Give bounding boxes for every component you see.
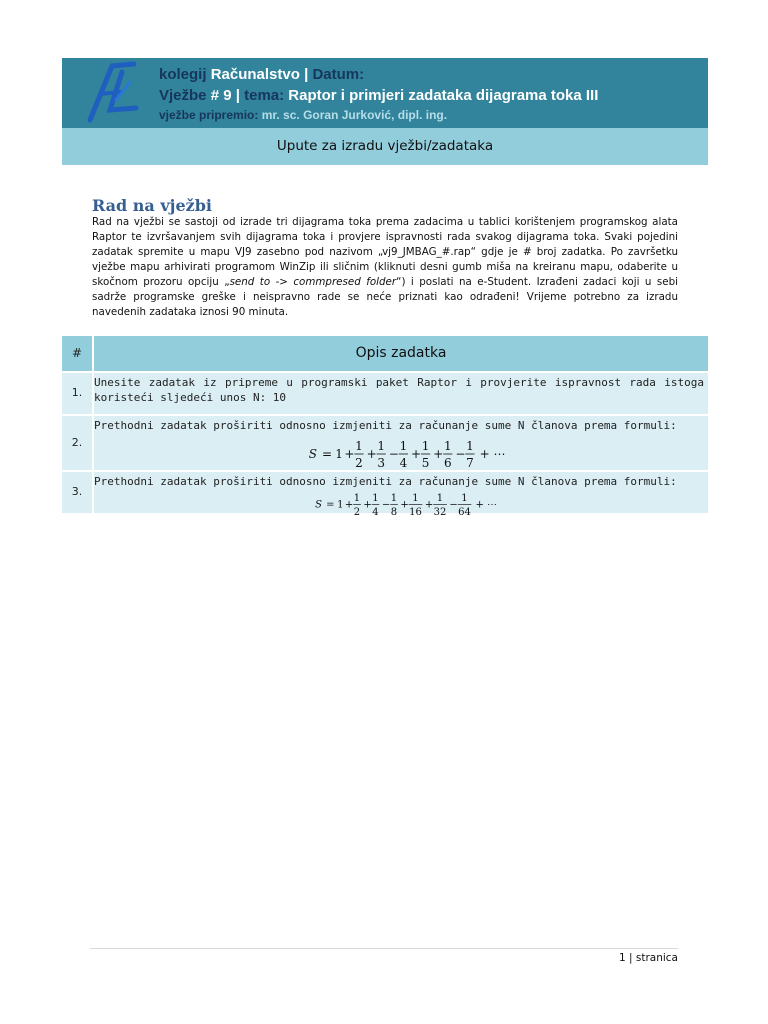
fraction-numerator: 1 bbox=[355, 439, 363, 453]
fraction-denominator: 3 bbox=[377, 456, 386, 468]
row-description: Prethodni zadatak proširiti odnosno izmjeniti za računanje sume N članova prema formuli: bbox=[94, 475, 677, 488]
fraction-numerator: 1 bbox=[377, 439, 386, 453]
formula-lhs: S bbox=[315, 499, 323, 511]
formula-operator: − bbox=[449, 499, 458, 511]
faculty-logo-icon bbox=[76, 60, 140, 124]
course-label: kolegij bbox=[159, 66, 207, 83]
fraction-numerator: 1 bbox=[399, 439, 408, 453]
exercise-number: # 9 bbox=[210, 87, 232, 104]
formula-operator: − bbox=[388, 447, 399, 461]
paragraph-text: “) i poslati na e-Student. Izrađeni zadaci koji u sebi sadrže programske greške i neispravno rade se neće priznati kao odrađeni! Vrijeme potrebno za izradu navedenih zadataka iznosi 90 minuta. bbox=[92, 276, 679, 318]
page-label: stranica bbox=[635, 952, 678, 964]
fraction-denominator: 32 bbox=[433, 507, 447, 516]
document-header bbox=[62, 58, 708, 128]
fraction-denominator: 4 bbox=[372, 507, 379, 516]
paragraph-italic-text: send to -> commpresed folder bbox=[229, 276, 397, 288]
separator: | bbox=[235, 87, 240, 104]
formula-operator: + bbox=[433, 447, 444, 461]
formula-tail: + ⋯ bbox=[475, 499, 498, 511]
formula-equals: = bbox=[326, 499, 335, 511]
formula-operator: − bbox=[381, 499, 391, 511]
table-row bbox=[62, 416, 708, 470]
header-line-topic bbox=[159, 85, 699, 106]
formula-tail: + ⋯ bbox=[479, 447, 506, 461]
section-title: Rad na vježbi bbox=[92, 196, 212, 215]
row-number: 2. bbox=[71, 436, 83, 449]
page-number bbox=[619, 952, 678, 964]
table-row bbox=[62, 373, 708, 414]
fraction-numerator: 1 bbox=[461, 493, 468, 504]
course-name: Računalstvo bbox=[210, 66, 300, 83]
sum-formula bbox=[94, 432, 708, 468]
author-label: vježbe pripremio: bbox=[159, 108, 259, 122]
fraction-denominator: 5 bbox=[421, 456, 430, 468]
formula-equals: = bbox=[322, 447, 333, 461]
sum-formula bbox=[94, 486, 708, 516]
fraction-numerator: 1 bbox=[443, 439, 452, 453]
section-paragraph bbox=[92, 215, 678, 320]
formula-first-term: 1 bbox=[337, 499, 344, 511]
fraction-denominator: 16 bbox=[409, 507, 422, 516]
row-number: 3. bbox=[71, 485, 83, 498]
page-number-value: 1 bbox=[618, 952, 626, 964]
fraction-numerator: 1 bbox=[466, 439, 474, 453]
fraction-numerator: 1 bbox=[412, 493, 419, 504]
fraction-numerator: 1 bbox=[390, 493, 398, 504]
separator: | bbox=[304, 66, 309, 83]
formula-operator: + bbox=[344, 447, 355, 461]
header-line-course bbox=[159, 64, 699, 85]
fraction-numerator: 1 bbox=[421, 439, 430, 453]
header-cell-description: Opis zadatka bbox=[355, 345, 447, 361]
fraction-denominator: 8 bbox=[390, 507, 398, 516]
fraction-denominator: 2 bbox=[353, 507, 361, 516]
formula-operator: + bbox=[366, 447, 377, 461]
formula-operator: + bbox=[400, 499, 409, 511]
date-label: Datum: bbox=[312, 66, 365, 83]
formula-operator: − bbox=[455, 447, 466, 461]
formula-operator: + bbox=[411, 447, 422, 461]
row-description: Prethodni zadatak proširiti odnosno izmjeniti za računanje sume N članova prema formuli: bbox=[94, 419, 677, 432]
table-row bbox=[62, 472, 708, 516]
fraction-numerator: 1 bbox=[372, 493, 379, 504]
exercise-label: Vježbe bbox=[159, 87, 207, 104]
formula-operator: + bbox=[344, 499, 354, 511]
formula-operator: + bbox=[363, 499, 372, 511]
topic-label: tema: bbox=[244, 87, 285, 104]
fraction-denominator: 2 bbox=[355, 456, 363, 468]
header-line-author bbox=[159, 106, 699, 124]
header-cell-number: # bbox=[71, 346, 83, 360]
author-name: mr. sc. Goran Jurković, dipl. ing. bbox=[261, 108, 448, 122]
fraction-denominator: 6 bbox=[443, 456, 452, 468]
separator: | bbox=[628, 952, 633, 964]
footer-divider bbox=[90, 948, 678, 949]
table-header-row bbox=[62, 336, 708, 371]
formula-lhs: S bbox=[308, 447, 318, 461]
row-description: Unesite zadatak iz pripreme u programski paket Raptor i provjerite ispravnost rada istoga koristeći sljedeći unos N: 10 bbox=[94, 376, 704, 404]
formula-first-term: 1 bbox=[335, 447, 343, 461]
fraction-denominator: 4 bbox=[399, 456, 408, 468]
fraction-denominator: 7 bbox=[466, 456, 474, 468]
fraction-denominator: 64 bbox=[458, 507, 471, 516]
formula-operator: + bbox=[424, 499, 434, 511]
fraction-numerator: 1 bbox=[436, 493, 444, 504]
subheader-title: Upute za izradu vježbi/zadataka bbox=[62, 128, 708, 165]
paragraph-text: Rad na vježbi se sastoji od izrade tri dijagrama toka prema zadacima u tablici korištenjem programskog alata Raptor te izvršavanjem svih dijagrama toka i provjere ispravnosti rada svakog dijagrama toka. Svaki pojedini zadatak spremite u mapu VJ9 zasebno pod nazivom „vj9_JMBAG_#.rap“ gdje je # broj zadatka. Po završetku vježbe mapu arhivirati programom WinZip ili sličnim (kliknuti desni gumb miša na kreiranu mapu, odaberite u skočnom prozoru opciju „ bbox=[92, 216, 678, 288]
fraction-numerator: 1 bbox=[353, 493, 361, 504]
topic-text: Raptor i primjeri zadataka dijagrama toka III bbox=[288, 87, 599, 104]
row-number: 1. bbox=[71, 386, 83, 399]
